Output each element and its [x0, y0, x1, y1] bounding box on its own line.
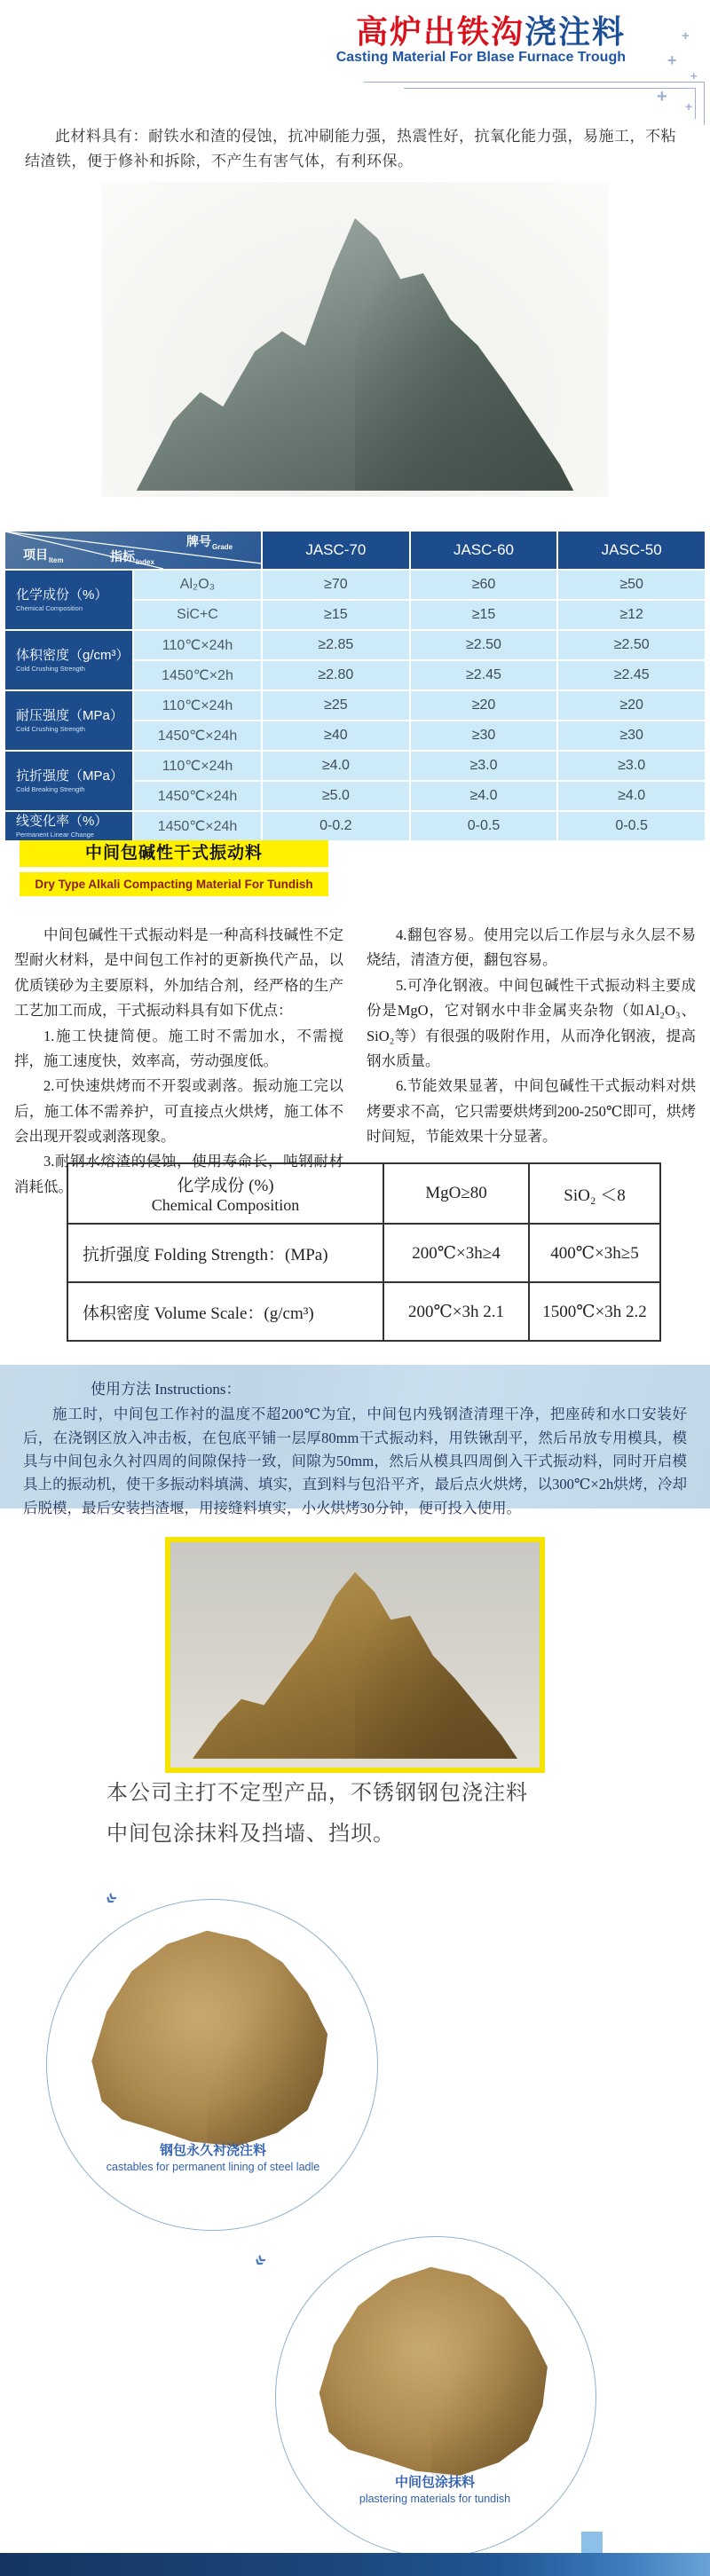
plus-icon: +: [690, 69, 698, 83]
value-cell: ≥20: [410, 690, 558, 721]
plus-icon: +: [667, 51, 677, 69]
feature-column-right: [367, 923, 696, 1200]
corner-item-cn: 项目: [23, 547, 48, 562]
paragraph: 1.施工快捷简便。施工时不需加水，不需搅拌，施工速度快，效率高，劳动强度低。: [14, 1027, 343, 1069]
statement-line1: 本公司主打不定型产品，不锈钢钢包浇注料: [106, 1781, 528, 1805]
value-cell: ≥5.0: [262, 781, 410, 811]
grade-column-jasc60: JASC-60: [410, 531, 558, 570]
section-banner-cn: 中间包碱性干式振动料: [20, 840, 328, 867]
paragraph: 6.节能效果显著，中间包碱性干式振动料对烘烤要求不高，它只需要烘烤到200-250℃即可，烘烤时间短，节能效果十分显著。: [367, 1077, 696, 1145]
category-cell: 化学成份（%） Chemical Composition: [4, 570, 133, 630]
instructions-panel: [0, 1365, 710, 1516]
product-name-en: castables for permanent lining of steel ladle: [106, 2161, 320, 2173]
table-row: [4, 690, 706, 721]
value-cell: ≥4.0: [410, 781, 558, 811]
property-value-cell: 400℃×3h≥5: [529, 1224, 660, 1282]
property-label-cell: 抗折强度 Folding Strength：(MPa): [67, 1224, 383, 1282]
page-subtitle: Casting Material For Blase Furnace Trough: [335, 50, 626, 65]
paragraph: 中间包碱性干式振动料是一种高科技碱性不定型耐火材料，是中间包工作衬的更新换代产品，以优质镁砂为主要原料，外加结合剂，经严格的生产工艺加工而成，干式振动料具有如下优点：: [14, 926, 343, 1020]
condition-cell: 1450℃×2h: [133, 660, 262, 690]
value-cell: ≥70: [262, 570, 410, 600]
chevron-icon: «: [98, 1887, 122, 1910]
footer-accent-square: [581, 2532, 603, 2553]
condition-cell: 110℃×24h: [133, 690, 262, 721]
feature-column-left: [14, 923, 343, 1200]
condition-cell: Al₂O₃: [133, 570, 262, 600]
section-banner-en: Dry Type Alkali Compacting Material For Tundish: [20, 872, 328, 896]
property-value-cell: 200℃×3h 2.1: [383, 1282, 529, 1341]
product-label-tundish: [284, 2474, 586, 2507]
property-label-cell: [67, 1163, 383, 1224]
paragraph: 3.耐钢水熔渣的侵蚀，使用寿命长，吨钢耐材消耗低。: [14, 1153, 343, 1195]
plus-icon: +: [657, 87, 667, 106]
value-cell: ≥2.50: [557, 630, 706, 660]
spec-table-header-row: [4, 531, 706, 570]
property-table: [67, 1162, 661, 1342]
category-cell: 线变化率（%） Permanent Linear Change: [4, 811, 133, 841]
category-cell: 耐压强度（MPa） Cold Crushing Strength: [4, 690, 133, 751]
grade-column-jasc50: JASC-50: [557, 531, 706, 570]
corner-grade-en: Grade: [212, 543, 233, 551]
corner-index-en: Index: [136, 558, 154, 566]
value-cell: ≥15: [262, 600, 410, 630]
value-cell: ≥2.85: [262, 630, 410, 660]
statement-line2: 中间包涂抹料及挡墙、挡坝。: [106, 1822, 395, 1846]
instructions-body: 施工时，中间包工作衬的温度不超200℃为宜，中间包内残钢渣清理干净，把座砖和水口安装好后，在浇钢区放入冲击板，在包底平铺一层厚80mm干式振动料，用铁锹刮平，然后吊放专用模具，模具与中间包永久衬四周的间隙保持一致，间隙为50mm，然后从模具四周倒入干式振动料，同时开启模具上的振动机，使干多振动料填满、填实，直到料与包沿平齐，最后点火烘烤，以300℃×2h烘烤，冷却后脱模，最后安装挡渣堰，用接缝料填实，小火烘烤30分钟，便可投入使用。: [23, 1406, 687, 1516]
table-row: [67, 1163, 660, 1224]
grade-column-jasc70: JASC-70: [262, 531, 410, 570]
property-label-cell: 体积密度 Volume Scale：(g/cm³): [67, 1282, 383, 1341]
corner-cell: [4, 531, 262, 570]
value-cell: ≥40: [262, 721, 410, 751]
product-name-en: plastering materials for tundish: [359, 2493, 511, 2505]
value-cell: ≥2.80: [262, 660, 410, 690]
table-row: [4, 570, 706, 600]
value-cell: ≥20: [557, 690, 706, 721]
value-cell: ≥30: [410, 721, 558, 751]
value-cell: ≥15: [410, 600, 558, 630]
value-cell: ≥12: [557, 600, 706, 630]
table-row: [67, 1282, 660, 1341]
condition-cell: 1450℃×24h: [133, 721, 262, 751]
corner-index-cn: 指标: [110, 549, 135, 563]
value-cell: ≥60: [410, 570, 558, 600]
value-cell: ≥50: [557, 570, 706, 600]
instructions-title: 使用方法 Instructions：: [91, 1381, 241, 1398]
table-row: [67, 1224, 660, 1282]
property-value-cell: 1500℃×3h 2.2: [529, 1282, 660, 1341]
plus-icon: +: [682, 28, 690, 43]
table-row: [4, 630, 706, 660]
value-cell: ≥3.0: [557, 751, 706, 781]
value-cell: ≥2.50: [410, 630, 558, 660]
brown-powder-photo: [165, 1537, 545, 1773]
condition-cell: 110℃×24h: [133, 751, 262, 781]
property-label-cn: 化学成份 (%): [177, 1177, 274, 1195]
chevron-icon: «: [247, 2249, 272, 2272]
value-cell: ≥4.0: [262, 751, 410, 781]
value-cell: ≥3.0: [410, 751, 558, 781]
condition-cell: SiC+C: [133, 600, 262, 630]
value-cell: ≥2.45: [410, 660, 558, 690]
product-photo-steel-ladle: [46, 1899, 378, 2231]
property-value-cell: 200℃×3h≥4: [383, 1224, 529, 1282]
intro-paragraph: 此材料具有：耐铁水和渣的侵蚀，抗冲刷能力强，热震性好，抗氧化能力强，易施工，不粘结渣铁，便于修补和拆除，不产生有害气体，有利环保。: [25, 128, 676, 170]
property-value-cell: SiO₂ ＜8: [529, 1163, 660, 1224]
product-label-steel-ladle: [53, 2142, 373, 2175]
page-title-red: 高炉出铁沟: [355, 13, 525, 51]
category-cell: 抗折强度（MPa） Cold Breaking Strength: [4, 751, 133, 811]
footer-bar: [0, 2553, 710, 2576]
feature-text-columns: [14, 923, 696, 1200]
table-row: [4, 811, 706, 841]
spec-table: [4, 530, 706, 842]
page-title: [0, 7, 626, 52]
value-cell: 0-0.5: [557, 811, 706, 841]
condition-cell: 1450℃×24h: [133, 781, 262, 811]
category-cell: 体积密度（g/cm³） Cold Crushing Strength: [4, 630, 133, 690]
value-cell: 0-0.2: [262, 811, 410, 841]
value-cell: ≥25: [262, 690, 410, 721]
table-row: [4, 751, 706, 781]
product-name-cn: 中间包涂抹料: [394, 2475, 475, 2490]
paragraph: 2.可快速烘烤而不开裂或剥落。振动施工完以后，施工体不需养护，可直接点火烘烤，施工体不会出现开裂或剥落现象。: [14, 1077, 343, 1145]
value-cell: ≥30: [557, 721, 706, 751]
company-statement: [106, 1773, 657, 1855]
corner-grade-cn: 牌号: [186, 534, 211, 548]
value-cell: 0-0.5: [410, 811, 558, 841]
property-value-cell: MgO≥80: [383, 1163, 529, 1224]
header-rule-inner: [404, 88, 696, 119]
plus-icon: +: [685, 99, 693, 114]
property-label-en: Chemical Composition: [151, 1196, 300, 1214]
value-cell: ≥2.45: [557, 660, 706, 690]
product-photo-tundish: [275, 2236, 596, 2557]
paragraph: 4.翻包容易。使用完以后工作层与永久层不易烧结，清渣方便，翻包容易。: [367, 926, 696, 969]
grey-powder-photo: [102, 182, 608, 497]
product-name-cn: 钢包永久衬浇注料: [159, 2143, 266, 2158]
condition-cell: 1450℃×24h: [133, 811, 262, 841]
paragraph: 5.可净化钢液。中间包碱性干式振动料主要成份是MgO，它对钢水中非金属夹杂物（如Al₂O₃、SiO₂等）有很强的吸附作用，从而净化钢液，提高钢水质量。: [367, 976, 696, 1069]
condition-cell: 110℃×24h: [133, 630, 262, 660]
corner-item-en: Item: [49, 556, 64, 564]
spec-table-body: [4, 570, 706, 841]
page-title-blue: 浇注料: [524, 13, 626, 51]
value-cell: ≥4.0: [557, 781, 706, 811]
